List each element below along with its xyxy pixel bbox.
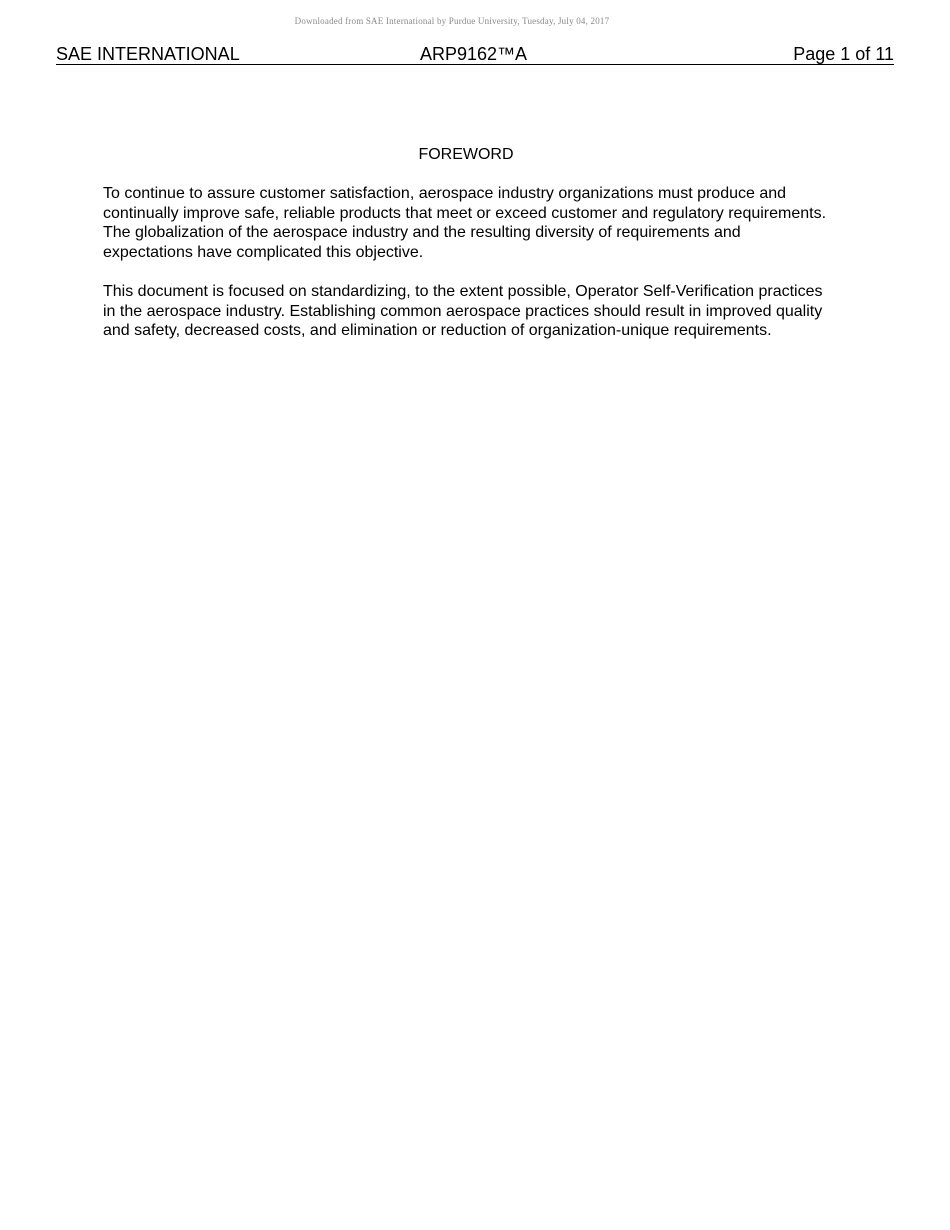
section-title: FOREWORD	[418, 146, 514, 163]
foreword-paragraph-1: To continue to assure customer satisfaction, aerospace industry organizations must produce and continually improve safe, reliable products that meet or exceed customer and regulatory requirements. The globalization of the aerospace industry and the resulting diversity of requirements and expectations have complicated this objective.	[103, 185, 827, 261]
download-watermark: Downloaded from SAE International by Purdue University, Tuesday, July 04, 2017	[294, 16, 610, 26]
page-number: Page 1 of 11	[793, 44, 894, 64]
page-header	[56, 44, 894, 65]
organization-name: SAE INTERNATIONAL	[56, 44, 240, 64]
foreword-paragraph-2: This document is focused on standardizing, to the extent possible, Operator Self-Verification practices in the aerospace industry. Establishing common aerospace practices should result in improved quality and safety, decreased costs, and elimination or reduction of organization-unique requirements.	[103, 283, 823, 339]
document-number: ARP9162™A	[420, 44, 528, 64]
